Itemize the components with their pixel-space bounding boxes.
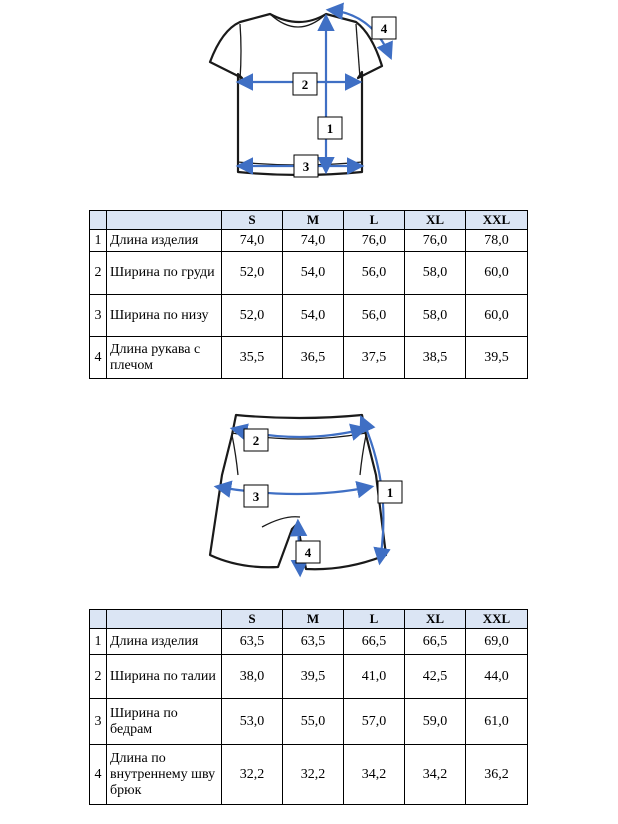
- value-cell: 63,5: [222, 629, 283, 655]
- marker-4: [372, 17, 396, 39]
- svg-text:1: 1: [326, 121, 334, 136]
- value-cell: 59,0: [405, 699, 466, 745]
- value-cell: 74,0: [283, 230, 344, 252]
- shorts-size-table: [89, 609, 528, 805]
- header-cell: [90, 610, 107, 629]
- header-cell: M: [283, 610, 344, 629]
- marker-3: [294, 155, 318, 177]
- header-cell: XXL: [466, 610, 528, 629]
- value-cell: 54,0: [283, 252, 344, 295]
- value-cell: 34,2: [405, 745, 466, 805]
- header-cell: S: [222, 610, 283, 629]
- value-cell: 66,5: [344, 629, 405, 655]
- row-label: Ширина по бедрам: [107, 699, 222, 745]
- value-cell: 76,0: [344, 230, 405, 252]
- row-label: Длина изделия: [107, 629, 222, 655]
- value-cell: 32,2: [222, 745, 283, 805]
- value-cell: 39,5: [283, 655, 344, 699]
- value-cell: 53,0: [222, 699, 283, 745]
- value-cell: 60,0: [466, 252, 528, 295]
- table-row: [90, 337, 528, 379]
- value-cell: 57,0: [344, 699, 405, 745]
- row-label: Длина по внутреннему шву брюк: [107, 745, 222, 805]
- svg-text:2: 2: [252, 433, 260, 448]
- row-number: 4: [90, 745, 107, 805]
- value-cell: 56,0: [344, 295, 405, 337]
- row-number: 1: [90, 230, 107, 252]
- value-cell: 38,0: [222, 655, 283, 699]
- marker-1: [318, 117, 342, 139]
- row-label: Длина рукава с плечом: [107, 337, 222, 379]
- header-cell: XL: [405, 610, 466, 629]
- marker-2: [293, 73, 317, 95]
- svg-text:4: 4: [304, 545, 312, 560]
- svg-text:4: 4: [380, 21, 388, 36]
- value-cell: 69,0: [466, 629, 528, 655]
- svg-text:1: 1: [386, 485, 394, 500]
- row-number: 2: [90, 252, 107, 295]
- tshirt-size-table: [89, 210, 528, 379]
- value-cell: 41,0: [344, 655, 405, 699]
- table-header-row: [90, 610, 528, 629]
- value-cell: 42,5: [405, 655, 466, 699]
- row-label: Ширина по низу: [107, 295, 222, 337]
- value-cell: 58,0: [405, 295, 466, 337]
- marker-4: [296, 541, 320, 563]
- value-cell: 32,2: [283, 745, 344, 805]
- value-cell: 60,0: [466, 295, 528, 337]
- tshirt-diagram: [0, 0, 618, 190]
- value-cell: 34,2: [344, 745, 405, 805]
- row-number: 1: [90, 629, 107, 655]
- svg-text:3: 3: [252, 489, 260, 504]
- header-cell: XXL: [466, 211, 528, 230]
- header-cell: M: [283, 211, 344, 230]
- value-cell: 61,0: [466, 699, 528, 745]
- table-row: [90, 745, 528, 805]
- value-cell: 78,0: [466, 230, 528, 252]
- value-cell: 55,0: [283, 699, 344, 745]
- value-cell: 52,0: [222, 252, 283, 295]
- header-cell: L: [344, 211, 405, 230]
- row-number: 2: [90, 655, 107, 699]
- marker-2: [244, 429, 268, 451]
- row-label: Длина изделия: [107, 230, 222, 252]
- table-row: [90, 252, 528, 295]
- value-cell: 66,5: [405, 629, 466, 655]
- table-row: [90, 230, 528, 252]
- value-cell: 52,0: [222, 295, 283, 337]
- table-row: [90, 629, 528, 655]
- table-row: [90, 655, 528, 699]
- value-cell: 44,0: [466, 655, 528, 699]
- value-cell: 63,5: [283, 629, 344, 655]
- value-cell: 36,5: [283, 337, 344, 379]
- value-cell: 39,5: [466, 337, 528, 379]
- value-cell: 37,5: [344, 337, 405, 379]
- header-cell: [107, 610, 222, 629]
- header-cell: L: [344, 610, 405, 629]
- svg-text:3: 3: [302, 159, 310, 174]
- value-cell: 76,0: [405, 230, 466, 252]
- value-cell: 58,0: [405, 252, 466, 295]
- value-cell: 54,0: [283, 295, 344, 337]
- marker-1: [378, 481, 402, 503]
- value-cell: 38,5: [405, 337, 466, 379]
- shorts-diagram: [0, 405, 618, 595]
- header-cell: [90, 211, 107, 230]
- header-cell: [107, 211, 222, 230]
- value-cell: 74,0: [222, 230, 283, 252]
- value-cell: 36,2: [466, 745, 528, 805]
- row-label: Ширина по талии: [107, 655, 222, 699]
- row-label: Ширина по груди: [107, 252, 222, 295]
- table-row: [90, 699, 528, 745]
- svg-text:2: 2: [301, 77, 309, 92]
- row-number: 4: [90, 337, 107, 379]
- header-cell: XL: [405, 211, 466, 230]
- table-header-row: [90, 211, 528, 230]
- value-cell: 35,5: [222, 337, 283, 379]
- marker-3: [244, 485, 268, 507]
- table-row: [90, 295, 528, 337]
- value-cell: 56,0: [344, 252, 405, 295]
- header-cell: S: [222, 211, 283, 230]
- row-number: 3: [90, 699, 107, 745]
- row-number: 3: [90, 295, 107, 337]
